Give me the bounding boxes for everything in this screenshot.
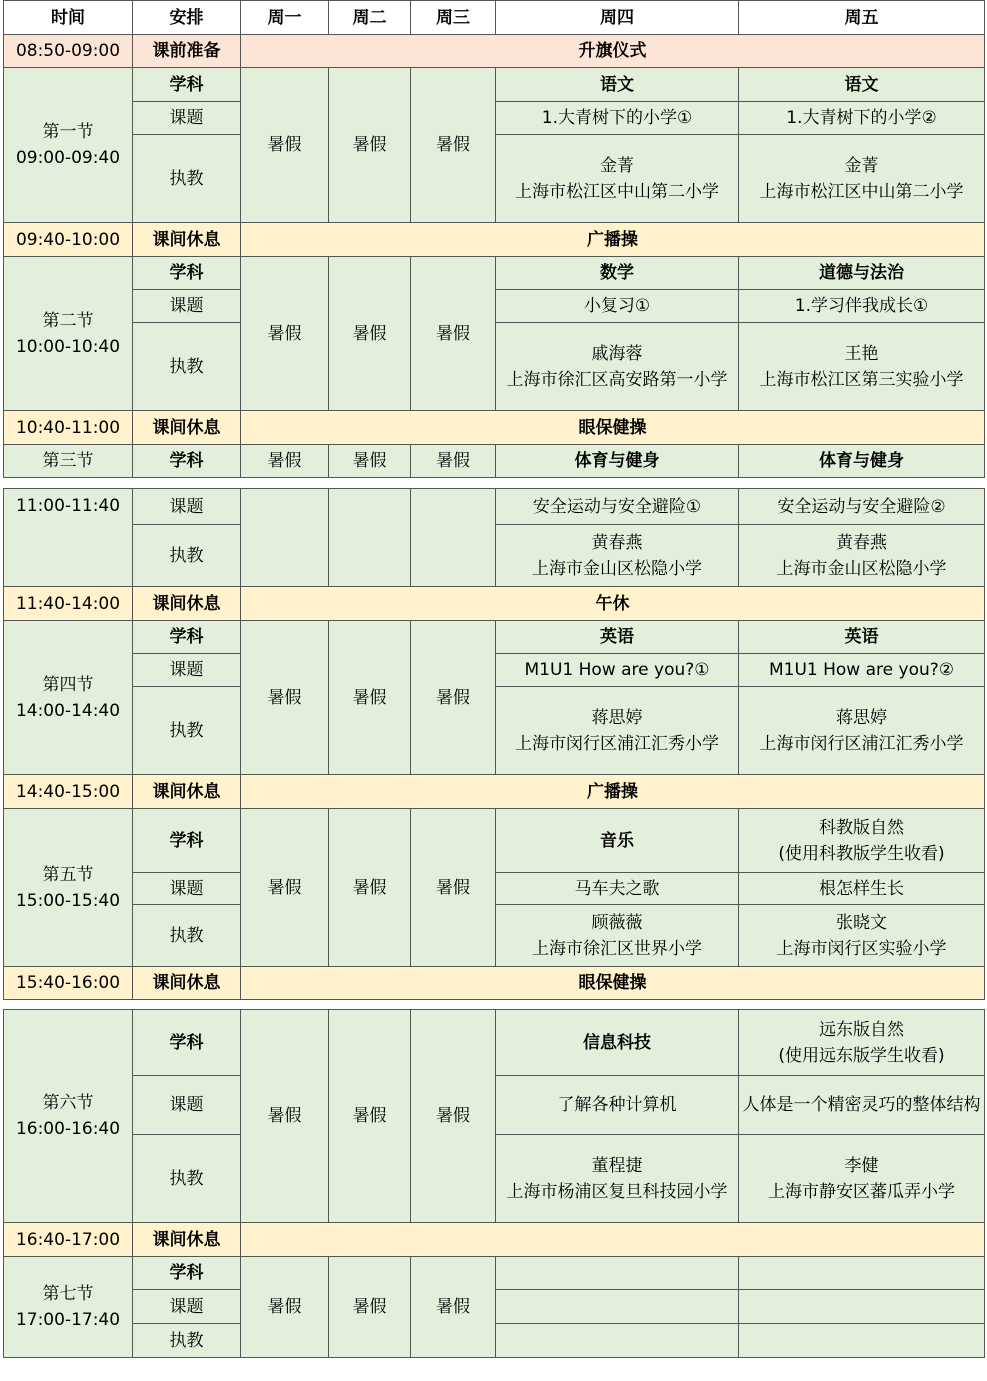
p2-thu-school: 上海市徐汇区高安路第一小学: [506, 369, 728, 390]
p1-thu-school: 上海市松江区中山第二小学: [515, 181, 719, 202]
p4-fri-topic: M1U1 How are you?②: [739, 654, 985, 687]
header-wed: 周三: [411, 1, 496, 35]
p2-fri-teacher-cell: [739, 323, 985, 411]
p6-thu-teacher-cell: [496, 1135, 739, 1223]
break-2-label: 课间休息: [133, 411, 241, 445]
p3-fri-school: 上海市金山区松隐小学: [776, 558, 947, 579]
period-1-time: 09:00-09:40: [15, 148, 121, 168]
tue-holiday: 暑假: [329, 621, 411, 775]
tue-holiday: 暑假: [329, 68, 411, 223]
p6-fri-teacher: 李健: [844, 1155, 879, 1176]
break-6-activity: [241, 1223, 985, 1257]
p2-fri-school: 上海市松江区第三实验小学: [759, 369, 964, 390]
p4-thu-teacher: 蒋思婷: [591, 707, 643, 728]
p2-thu-teacher: 戚海蓉: [591, 343, 643, 364]
teacher-label: 执教: [133, 1324, 241, 1358]
p2-fri-topic: 1.学习伴我成长①: [739, 290, 985, 323]
header-arrange: 安排: [133, 1, 241, 35]
p1-thu-teacher-cell: [496, 135, 739, 223]
subject-label: 学科: [133, 257, 241, 290]
p5-fri-subject: 科教版自然: [819, 817, 904, 838]
period-2-cell: [4, 257, 133, 411]
break-1-time: 09:40-10:00: [4, 223, 133, 257]
teacher-label: 执教: [133, 687, 241, 775]
p3-thu-topic: 安全运动与安全避险①: [496, 489, 739, 525]
wed-holiday: 暑假: [411, 257, 496, 411]
p4-fri-teacher: 蒋思婷: [836, 707, 887, 728]
p1-fri-school: 上海市松江区中山第二小学: [759, 181, 964, 202]
period-2-name: 第二节: [42, 310, 94, 331]
p2-thu-teacher-cell: [496, 323, 739, 411]
p5-thu-subject: 音乐: [496, 809, 739, 873]
period-7-time: 17:00-17:40: [15, 1310, 121, 1330]
mon-holiday: 暑假: [241, 68, 329, 223]
topic-label: 课题: [133, 873, 241, 905]
pre-time: 08:50-09:00: [4, 35, 133, 68]
break-3-time: 11:40-14:00: [4, 587, 133, 621]
p4-fri-subject: 英语: [739, 621, 985, 654]
period-5-name: 第五节: [42, 864, 94, 885]
teacher-label: 执教: [133, 905, 241, 967]
break-4-activity: 广播操: [241, 775, 985, 809]
period-1-cell: [4, 68, 133, 223]
p3-fri-topic: 安全运动与安全避险②: [739, 489, 985, 525]
p3-thu-teacher: 黄春燕: [591, 532, 643, 553]
pre-label: 课前准备: [133, 35, 241, 68]
period-1-name: 第一节: [42, 122, 94, 142]
p6-thu-subject: 信息科技: [496, 1010, 739, 1076]
p6-fri-subject-note: (使用远东版学生收看): [778, 1045, 945, 1066]
teacher-label: 执教: [133, 1135, 241, 1223]
break-5-activity: 眼保健操: [241, 967, 985, 1000]
p1-fri-topic: 1.大青树下的小学②: [739, 102, 985, 135]
p3-fri-teacher: 黄春燕: [836, 532, 887, 553]
period-7-cell: [4, 1257, 133, 1358]
wed-empty: [411, 489, 496, 587]
p2-fri-teacher: 王艳: [844, 343, 879, 364]
header-tue: 周二: [329, 1, 411, 35]
p6-thu-school: 上海市杨浦区复旦科技园小学: [506, 1181, 728, 1202]
header-mon: 周一: [241, 1, 329, 35]
p5-fri-subject-note: (使用科教版学生收看): [778, 843, 945, 864]
flag-ceremony: 升旗仪式: [241, 35, 985, 68]
topic-label: 课题: [133, 290, 241, 323]
p5-thu-topic: 马车夫之歌: [496, 873, 739, 905]
subject-label: 学科: [133, 445, 241, 478]
p5-fri-topic: 根怎样生长: [739, 873, 985, 905]
topic-label: 课题: [133, 102, 241, 135]
tue-holiday: 暑假: [329, 1010, 411, 1223]
break-1-label: 课间休息: [133, 223, 241, 257]
p6-thu-topic: 了解各种计算机: [496, 1076, 739, 1135]
p4-fri-school: 上海市闵行区浦江汇秀小学: [759, 733, 964, 754]
p2-thu-subject: 数学: [496, 257, 739, 290]
mon-holiday: 暑假: [241, 809, 329, 967]
mon-empty: [241, 489, 329, 587]
p6-fri-subject-cell: [739, 1010, 985, 1076]
break-6-time: 16:40-17:00: [4, 1223, 133, 1257]
p7-fri-teacher: [739, 1324, 985, 1358]
p5-fri-school: 上海市闵行区实验小学: [776, 938, 947, 959]
topic-label: 课题: [133, 489, 241, 525]
schedule-table-part-3: [3, 1009, 985, 1358]
p5-thu-teacher: 顾薇薇: [591, 912, 643, 933]
subject-label: 学科: [133, 1257, 241, 1290]
period-6-time: 16:00-16:40: [15, 1119, 121, 1139]
topic-label: 课题: [133, 654, 241, 687]
subject-label: 学科: [133, 68, 241, 102]
period-2-time: 10:00-10:40: [15, 336, 121, 357]
period-6-name: 第六节: [42, 1093, 94, 1113]
period-6-cell: [4, 1010, 133, 1223]
period-4-cell: [4, 621, 133, 775]
p3-thu-teacher-cell: [496, 525, 739, 587]
p2-thu-topic: 小复习①: [496, 290, 739, 323]
p5-fri-subject-cell: [739, 809, 985, 873]
p1-thu-subject: 语文: [496, 68, 739, 102]
p4-fri-teacher-cell: [739, 687, 985, 775]
p4-thu-teacher-cell: [496, 687, 739, 775]
break-5-time: 15:40-16:00: [4, 967, 133, 1000]
p3-thu-school: 上海市金山区松隐小学: [532, 558, 702, 579]
p6-fri-topic: 人体是一个精密灵巧的整体结构: [739, 1076, 985, 1135]
period-5-time: 15:00-15:40: [15, 890, 121, 911]
p1-fri-teacher: 金菁: [844, 155, 879, 176]
break-6-label: 课间休息: [133, 1223, 241, 1257]
schedule-table-part-1: [3, 0, 985, 478]
p6-fri-teacher-cell: [739, 1135, 985, 1223]
p5-fri-teacher: 张晓文: [836, 912, 887, 933]
break-4-label: 课间休息: [133, 775, 241, 809]
tue-holiday: 暑假: [329, 1257, 411, 1358]
wed-holiday: 暑假: [411, 809, 496, 967]
p1-fri-teacher-cell: [739, 135, 985, 223]
wed-holiday: 暑假: [411, 68, 496, 223]
tue-holiday: 暑假: [329, 257, 411, 411]
p4-thu-subject: 英语: [496, 621, 739, 654]
p3-thu-subject: 体育与健身: [496, 445, 739, 478]
header-time: 时间: [4, 1, 133, 35]
mon-holiday: 暑假: [241, 621, 329, 775]
break-4-time: 14:40-15:00: [4, 775, 133, 809]
period-3-time: 11:00-11:40: [4, 489, 133, 587]
p7-thu-subject: [496, 1257, 739, 1290]
subject-label: 学科: [133, 809, 241, 873]
header-thu: 周四: [496, 1, 739, 35]
wed-holiday: 暑假: [411, 1010, 496, 1223]
period-7-name: 第七节: [42, 1284, 94, 1304]
break-2-activity: 眼保健操: [241, 411, 985, 445]
p2-fri-subject: 道德与法治: [739, 257, 985, 290]
tue-holiday: 暑假: [329, 809, 411, 967]
wed-holiday: 暑假: [411, 1257, 496, 1358]
mon-holiday: 暑假: [241, 257, 329, 411]
schedule-table-part-2: [3, 488, 985, 1000]
p5-thu-school: 上海市徐汇区世界小学: [532, 938, 702, 959]
p7-fri-subject: [739, 1257, 985, 1290]
period-4-time: 14:00-14:40: [15, 700, 121, 721]
period-3-name: 第三节: [4, 445, 133, 478]
p4-thu-topic: M1U1 How are you?①: [496, 654, 739, 687]
teacher-label: 执教: [133, 525, 241, 587]
subject-label: 学科: [133, 1010, 241, 1076]
teacher-label: 执教: [133, 323, 241, 411]
p1-fri-subject: 语文: [739, 68, 985, 102]
p6-fri-school: 上海市静安区蕃瓜弄小学: [768, 1181, 955, 1202]
header-fri: 周五: [739, 1, 985, 35]
period-4-name: 第四节: [42, 674, 94, 695]
period-5-cell: [4, 809, 133, 967]
p7-thu-topic: [496, 1290, 739, 1324]
wed-holiday: 暑假: [411, 445, 496, 478]
p3-fri-subject: 体育与健身: [739, 445, 985, 478]
break-3-activity: 午休: [241, 587, 985, 621]
tue-holiday: 暑假: [329, 445, 411, 478]
subject-label: 学科: [133, 621, 241, 654]
mon-holiday: 暑假: [241, 445, 329, 478]
break-5-label: 课间休息: [133, 967, 241, 1000]
p7-fri-topic: [739, 1290, 985, 1324]
break-3-label: 课间休息: [133, 587, 241, 621]
topic-label: 课题: [133, 1290, 241, 1324]
break-1-activity: 广播操: [241, 223, 985, 257]
p1-thu-topic: 1.大青树下的小学①: [496, 102, 739, 135]
topic-label: 课题: [133, 1076, 241, 1135]
mon-holiday: 暑假: [241, 1010, 329, 1223]
teacher-label: 执教: [133, 135, 241, 223]
p5-thu-teacher-cell: [496, 905, 739, 967]
p4-thu-school: 上海市闵行区浦江汇秀小学: [515, 733, 719, 754]
p1-thu-teacher: 金菁: [600, 155, 634, 176]
mon-holiday: 暑假: [241, 1257, 329, 1358]
tue-empty: [329, 489, 411, 587]
p7-thu-teacher: [496, 1324, 739, 1358]
p6-fri-subject: 远东版自然: [819, 1019, 904, 1040]
p6-thu-teacher: 董程捷: [591, 1155, 643, 1176]
wed-holiday: 暑假: [411, 621, 496, 775]
p5-fri-teacher-cell: [739, 905, 985, 967]
p3-fri-teacher-cell: [739, 525, 985, 587]
break-2-time: 10:40-11:00: [4, 411, 133, 445]
